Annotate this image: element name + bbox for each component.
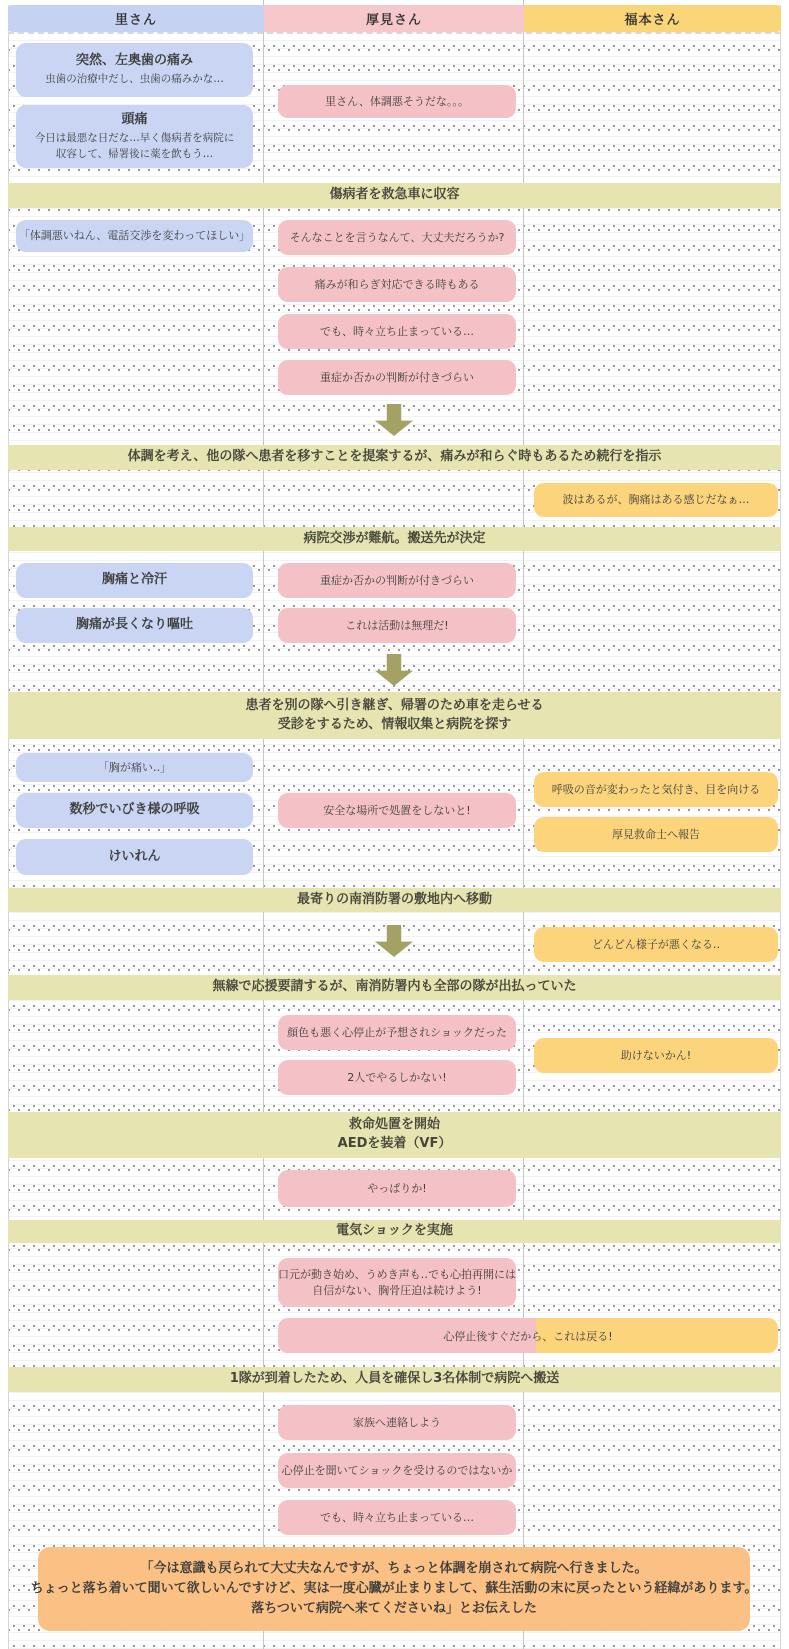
event-band-radio-backup: 無線で応援要請するが、南消防署内も全部の隊が出払っていた (8, 975, 781, 1000)
sato-box-swap-request: 「体調悪いねん、電話交渉を変わってほしい」 (16, 220, 253, 252)
fukumoto-box-breath-changed: 呼吸の音が変わったと気付き、目を向ける (534, 772, 778, 807)
right-border-line (780, 5, 781, 1649)
atsumi-box-mouth-moving-line1: 口元が動き始め、うめき声も‥でも心拍再開には (278, 1268, 516, 1282)
sato-box-headache-sub-line2: 収容して、帰署後に薬を飲もう… (55, 147, 214, 160)
atsumi-box-mouth-moving (278, 1258, 516, 1307)
fukumoto-box-must-help: 助けないかん! (534, 1038, 778, 1073)
atsumi-box-hard-to-judge-1: 重症か否かの判断が付きづらい (278, 360, 516, 395)
sato-box-chestpain-sweat: 胸痛と冷汗 (16, 563, 253, 598)
atsumi-box-sometimes-stops-2: でも、時々立ち止まっている… (278, 1500, 516, 1535)
lane-header-sato: 里さん (8, 5, 264, 32)
lane-header-fukumoto: 福本さん (524, 5, 781, 32)
sato-box-toothache-title: 突然、左奥歯の痛み (75, 53, 193, 69)
column-divider-2 (523, 0, 524, 1649)
event-band-hospital-decided: 病院交渉が難航。搬送先が決定 (8, 527, 781, 551)
header-dashed-separator (8, 32, 781, 34)
atsumi-box-family-shock: 心停止を聞いてショックを受けるのではないか (278, 1453, 516, 1488)
footer-line3: 落ちついて病院へ来てくださいね」とお伝えした (251, 1601, 537, 1617)
event-band-cpr-line1: 救命処置を開始 (348, 1117, 440, 1133)
event-band-handover-return (8, 692, 781, 739)
atsumi-box-i-knew-it: やっぱりか! (278, 1170, 516, 1207)
sato-box-headache-sub-line1: 今日は最悪な日だな…早く傷病者を病院に (34, 131, 235, 144)
atsumi-box-contact-family: 家族へ連絡しよう (278, 1405, 516, 1440)
sato-box-headache (16, 105, 253, 168)
atsumi-box-mouth-moving-line2: 自信がない、胸骨圧迫は続けよう! (312, 1283, 482, 1297)
shared-box-text: 心停止後すぐだから、これは戻る! (443, 1329, 613, 1343)
atsumi-box-looks-unwell: 里さん、体調悪そうだな。。。 (278, 85, 516, 118)
event-band-propose-transfer: 体調を考え、他の隊へ患者を移すことを提案するが、痛みが和らぐ時もあるため続行を指示 (8, 445, 781, 470)
atsumi-box-sometimes-stops: でも、時々立ち止まっている… (278, 314, 516, 349)
event-band-electric-shock: 電気ショックを実施 (8, 1220, 781, 1243)
sato-box-chestpain-vomit: 胸痛が長くなり嘔吐 (16, 608, 253, 643)
sato-box-snoring-breath: 数秒でいびき様の呼吸 (16, 793, 253, 828)
sato-box-headache-title: 頭痛 (121, 111, 148, 127)
atsumi-box-shock-expected: 顔色も悪く心停止が予想されショックだった (278, 1015, 516, 1050)
atsumi-box-pain-eases: 痛みが和らぎ対応できる時もある (278, 267, 516, 302)
footer-line2: ちょっと落ち着いて聞いて欲しいんですけど、実は一度心臓が止まりまして、蘇生活動の末に戻ったという経緯があります。 (30, 1580, 758, 1596)
event-band-cpr-line2: AEDを装着（VF） (337, 1136, 452, 1151)
event-band-handover-line1: 患者を別の隊へ引き継ぎ、帰署のため車を走らせる (245, 697, 544, 713)
column-divider-1 (263, 0, 264, 1649)
event-band-start-cpr-aed (8, 1112, 781, 1158)
shared-box-will-come-back (278, 1318, 778, 1353)
fukumoto-box-getting-worse: どんどん様子が悪くなる‥ (534, 927, 778, 962)
sato-box-chest-hurts: 「胸が痛い‥」 (16, 753, 253, 782)
lane-header-atsumi: 厚見さん (264, 5, 524, 32)
sato-box-toothache (16, 43, 253, 97)
event-band-load-ambulance: 傷病者を救急車に収容 (8, 183, 781, 208)
atsumi-box-hard-to-judge-2: 重症か否かの判断が付きづらい (278, 563, 516, 598)
fukumoto-box-waves-chestpain: 波はあるが、胸痛はある感じだなぁ… (534, 483, 778, 517)
atsumi-box-is-he-ok: そんなことを言うなんて、大丈夫だろうか? (278, 220, 516, 255)
sato-box-toothache-sub: 虫歯の治療中だし、虫歯の痛みかな… (45, 73, 224, 86)
atsumi-box-safe-place: 安全な場所で処置をしないと! (278, 793, 516, 828)
sato-box-convulsion: けいれん (16, 839, 253, 875)
footer-summary-box (30, 1547, 758, 1631)
atsumi-box-just-two-of-us: 2人でやるしかない! (278, 1060, 516, 1095)
event-band-transport-three: 1隊が到着したため、人員を確保し3名体制で病院へ搬送 (8, 1367, 781, 1392)
atsumi-box-cannot-continue: これは活動は無理だ! (278, 608, 516, 643)
fukumoto-box-report-to-atsumi: 厚見救命士へ報告 (534, 817, 778, 852)
footer-line1: 「今は意識も戻られて大丈夫なんですが、ちょっと体調を崩されて病院へ行きました。 (140, 1560, 648, 1576)
left-border-line (8, 5, 9, 1649)
event-band-move-south-station: 最寄りの南消防署の敷地内へ移動 (8, 888, 781, 912)
event-band-handover-line2: 受診をするため、情報収集と病院を探す (277, 716, 512, 732)
